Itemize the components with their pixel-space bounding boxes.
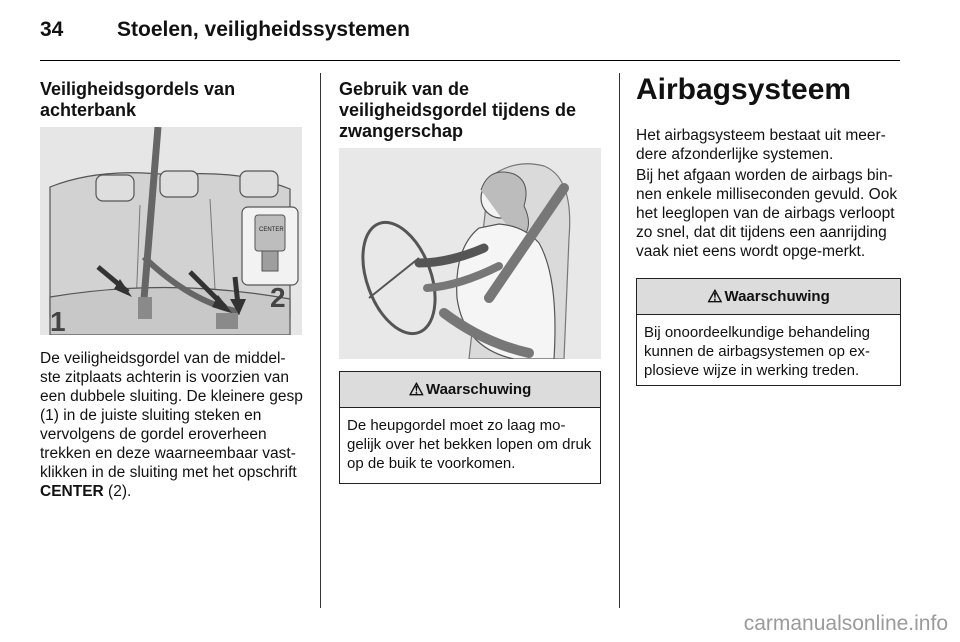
- warning-header: [637, 279, 900, 315]
- rear-belts-paragraph-tail: (2).: [103, 483, 132, 500]
- warning-box-airbag: [636, 278, 901, 386]
- warning-text: Bij onoordeelkundige behandeling kunnen de airbagsystemen op ex-plosieve wijze in werking treden.: [644, 324, 871, 379]
- warning-box-pregnancy: [339, 371, 601, 484]
- header-rule: [40, 60, 900, 61]
- pregnancy-belt-figure: [339, 148, 601, 359]
- section-heading-rear-belts: Veiligheidsgordels van achterbank: [40, 79, 236, 120]
- warning-header: [340, 372, 600, 408]
- column-divider-right: [619, 73, 620, 608]
- rear-seat-belt-figure: [40, 127, 302, 335]
- figure-callout-1: 1: [50, 306, 66, 335]
- warning-title: Waarschuwing: [724, 288, 830, 305]
- center-label: CENTER: [40, 483, 104, 500]
- airbag-paragraph-2: Bij het afgaan worden de airbags bin-nen enkele milliseconden gevuld. Ook het leeglopen van de airbags verloopt zo snel, dat dit tijdens een aanrijding vaak niet eens wordt opge-merkt.: [636, 167, 898, 260]
- watermark: carmanualsonline.info: [743, 612, 948, 635]
- page-number: 34: [40, 18, 64, 41]
- pregnancy-belt-illustration: [339, 148, 601, 359]
- warning-icon: ⚠: [408, 379, 424, 399]
- warning-text: De heupgordel moet zo laag mo-gelijk over het bekken lopen om druk op de buik te voorkomen.: [347, 417, 592, 472]
- rear-belts-paragraph: [40, 349, 304, 501]
- warning-icon: ⚠: [707, 286, 723, 306]
- section-heading-pregnancy: Gebruik van de veiligheidsgordel tijdens de zwangerschap: [339, 79, 577, 141]
- section-heading-airbag: Airbagsysteem: [636, 73, 852, 106]
- warning-title: Waarschuwing: [425, 381, 532, 398]
- page-title: Stoelen, veiligheidssystemen: [117, 18, 410, 41]
- figure-callout-2: 2: [270, 282, 286, 313]
- airbag-paragraph-1: Het airbagsysteem bestaat uit meer-dere afzonderlijke systemen.: [636, 127, 886, 163]
- rear-belts-paragraph-text: De veiligheidsgordel van de middel-ste zitplaats achterin is voorzien van een dubbele sluiting. De kleinere gesp (1) in de juiste sluiting steken en vervolgens de gordel eroverheen trekken en deze waarneembaar vast-klikken in de sluiting met het opschrift: [40, 350, 303, 481]
- column-divider-left: [320, 73, 321, 608]
- buckle-label: CENTER: [259, 227, 284, 233]
- rear-seat-belt-illustration: [40, 127, 302, 335]
